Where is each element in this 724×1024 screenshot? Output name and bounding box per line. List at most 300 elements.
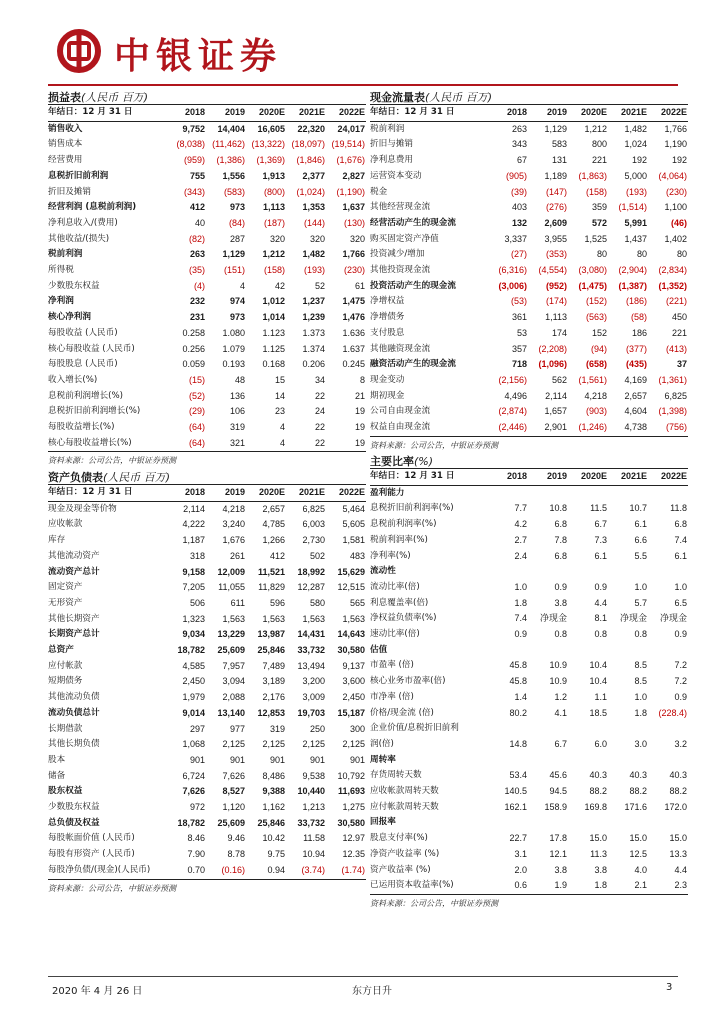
table-row [370,831,688,847]
cell-value: (1,246) [568,420,608,436]
table-row [48,342,366,358]
page-header [48,22,688,84]
section-heading-row [370,753,688,769]
cell-value: (53) [510,296,527,307]
cell-value: 1,913 [262,170,285,181]
cell-value: 8.78 [227,849,245,860]
cell-value: 10.8 [549,503,567,514]
cell-value: (2,208) [538,343,567,354]
cell-value: 2,125 [262,739,285,750]
cell-value: 1,129 [544,123,567,134]
cell-value: 37 [676,359,687,370]
cell-value: 8.5 [634,660,647,671]
row-label: 资产收益率 (%) [370,864,431,875]
row-label: 长期资产总计 [48,629,100,640]
cell-value: 10.94 [302,849,325,860]
ratios-unit-text: (%) [414,455,434,468]
row-label: 其他流动负债 [48,692,100,703]
year-end-label: 年结日：12 月 31 日 [370,469,486,485]
table-row [48,200,366,216]
cell-value: 48 [234,374,245,385]
cell-value: 9,137 [342,660,365,671]
row-label: 折旧及摊销 [48,186,91,197]
income-unit-text: (人民币 百万) [81,91,149,104]
row-label: 应付帐款 [48,660,83,671]
cell-value [486,485,528,501]
cell-value: 12.35 [342,849,365,860]
table-row [370,847,688,863]
cell-value: 9,388 [262,786,285,797]
cell-value: 5,000 [624,170,647,181]
row-label: 权益自由现金流 [370,420,486,436]
cell-value: 45.8 [509,676,527,687]
cell-value: 192 [671,155,687,166]
cell-value: 45.8 [509,660,527,671]
cell-value [528,815,568,831]
row-label: 估值 [370,644,388,655]
cell-value: 8.46 [187,833,205,844]
cell-value: 2.3 [648,878,688,894]
cell-value: 297 [189,723,205,734]
cell-value: 15 [274,374,285,385]
year-column-header: 2022E [326,105,366,121]
cell-value: 320 [309,233,325,244]
row-label: 其他投资现金流 [370,265,431,276]
table-row [370,137,688,153]
cell-value [568,643,608,659]
cell-value: 10.4 [589,676,607,687]
key-ratios-title [370,453,688,469]
row-label: 流动资产总计 [48,566,100,577]
row-label: 润(倍) [370,738,394,749]
balance-title-text: 资产负债表 [48,471,103,484]
cell-value: 1.2 [554,691,567,702]
year-column-header: 2020E [246,105,286,121]
cell-value: 755 [189,170,205,181]
cell-value: 7.4 [674,534,687,545]
income-title-text: 损益表 [48,91,81,104]
row-label: 净权益负债率(%) [370,613,437,624]
cell-value: 221 [671,327,687,338]
cell-value: 6.1 [594,550,607,561]
cell-value: 562 [551,374,567,385]
cell-value: 18,782 [177,817,205,828]
cell-value: 22,320 [297,123,325,134]
row-label: 每股净负债/(现金)(人民币) [48,863,164,879]
cell-value: 4,496 [504,390,527,401]
cell-value: 1,113 [262,202,285,213]
table-row [370,420,688,436]
row-label: 核心每股收益 (人民币) [48,343,135,354]
cell-value: 3.8 [554,864,567,875]
cell-value: 1.373 [302,327,325,338]
cell-value: (377) [625,343,647,354]
cell-value: 1,475 [342,296,365,307]
cell-value: (905) [505,170,527,181]
cell-value: (29) [188,406,205,417]
cell-value: 231 [189,312,205,323]
cell-value: 40.3 [669,770,687,781]
cell-value: 1,266 [262,535,285,546]
cell-value: (94) [590,343,607,354]
row-label: 净利润 [48,296,74,307]
cell-value: 171.6 [624,801,647,812]
cell-value: (1,352) [658,280,687,291]
cell-value: 10.7 [629,503,647,514]
row-label: 长期借款 [48,723,83,734]
cell-value: 2,730 [302,535,325,546]
cell-value: 7,957 [222,660,245,671]
table-row [48,420,366,436]
cell-value: 14,431 [297,629,325,640]
row-label: 股东权益 [48,786,83,797]
cell-value: (1,863) [578,170,607,181]
cell-value: 403 [511,202,527,213]
balance-sheet-title [48,469,366,485]
cell-value: 3,955 [544,233,567,244]
table-row [48,137,366,153]
cell-value: 0.6 [486,878,528,894]
row-label: 净资产收益率 (%) [370,848,440,859]
row-label: 其他长期资产 [48,613,100,624]
row-label: 销售收入 [48,123,83,134]
cell-value: 6.0 [594,738,607,749]
cell-value [528,721,568,737]
cell-value: 6.5 [674,597,687,608]
table-row [370,373,688,389]
row-label: 应付帐款周转天数 [370,801,439,812]
cell-value: 320 [349,233,365,244]
cell-value: (1,369) [256,155,285,166]
cell-value: 1,482 [302,249,325,260]
table-row [370,279,688,295]
row-label: 投资活动产生的现金流 [370,280,456,291]
cell-value: 450 [671,312,687,323]
table-row [48,627,366,643]
cell-value: 1,563 [222,613,245,624]
cashflow-statement-table [370,105,688,437]
cell-value: 4,785 [262,519,285,530]
cell-value: 572 [591,217,607,228]
cell-value: 80.2 [509,707,527,718]
cell-value: 1.0 [674,581,687,592]
cell-value: 901 [309,754,325,765]
cell-value: (1,846) [296,155,325,166]
section-heading-row [370,815,688,831]
row-label: 流动比率(倍) [370,581,420,592]
cell-value: 2,609 [544,217,567,228]
year-end-label: 年结日：12 月 31 日 [48,485,164,501]
cell-value: 15.0 [589,833,607,844]
cell-value: (187) [263,217,285,228]
cell-value: 11,693 [337,786,365,797]
cell-value: 583 [551,139,567,150]
row-label: 购买固定资产净值 [370,233,439,244]
cell-value: 1,476 [342,312,365,323]
cell-value: (658) [585,359,607,370]
cell-value: 1,187 [182,535,205,546]
table-row [48,373,366,389]
cell-value: 33,732 [297,817,325,828]
cell-value: 319 [229,422,245,433]
cell-value: 1,162 [262,802,285,813]
cell-value: 22.7 [509,833,527,844]
row-label: 利息覆盖率(倍) [370,597,429,608]
cell-value: 2.4 [514,550,527,561]
cell-value: (221) [665,296,687,307]
cell-value: 1,657 [544,406,567,417]
table-row [370,784,688,800]
cell-value [528,643,568,659]
row-label: 储备 [48,770,66,781]
cell-value: 901 [229,754,245,765]
cell-value: (130) [343,217,365,228]
row-label: 流动性 [370,566,396,577]
cell-value [568,721,608,737]
cell-value: 18.5 [589,707,607,718]
row-label: 回报率 [370,817,396,828]
table-row [48,674,366,690]
footer-company: 东方日升 [352,986,392,997]
row-label: 每股有形资产 (人民币) [48,849,135,860]
cell-value: 192 [631,155,647,166]
cell-value: 7.4 [514,613,527,624]
header-divider [48,84,678,86]
cell-value: 12.5 [629,848,647,859]
cell-value: 1,323 [182,613,205,624]
cell-value: 361 [511,312,527,323]
cell-value: (1.74) [326,863,366,879]
cell-value: 13,987 [257,629,285,640]
cell-value: 1,353 [302,202,325,213]
cell-value: 8,527 [222,786,245,797]
cell-value: 6.7 [594,519,607,530]
row-label: 少数股东权益 [48,802,100,813]
table-row [370,800,688,816]
row-label: 应收帐款周转天数 [370,786,439,797]
table-row [48,737,366,753]
cell-value: 3,200 [302,676,325,687]
cell-value: 2,450 [182,676,205,687]
cell-value: 5,605 [342,519,365,530]
cell-value: 412 [269,550,285,561]
cell-value [528,753,568,769]
table-row [370,549,688,565]
cell-value: 净现金 [539,613,567,624]
cell-value: 22 [314,422,325,433]
cell-value: 3.2 [674,738,687,749]
row-label: 经营活动产生的现金流 [370,217,456,228]
table-row [370,342,688,358]
row-label: 息税前利润增长(%) [48,390,124,401]
table-row [48,690,366,706]
cell-value: 6.8 [674,519,687,530]
cashflow-statement-title [370,89,688,105]
cell-value: 565 [349,597,365,608]
cell-value: 974 [229,296,245,307]
cell-value: 17.8 [549,833,567,844]
year-column-header: 2020E [568,469,608,485]
row-label: 已运用资本收益率(%) [370,878,486,894]
cell-value: (343) [183,186,205,197]
table-row [370,232,688,248]
row-label: 股本 [48,754,66,765]
cell-value: 4.0 [634,864,647,875]
cell-value: 1,100 [664,202,687,213]
cell-value: (158) [585,186,607,197]
cell-value: 7.7 [514,503,527,514]
cell-value: 2,377 [302,170,325,181]
cell-value [568,753,608,769]
cell-value: 2,125 [222,739,245,750]
cell-value: 11.3 [590,848,607,859]
year-column-header: 2022E [648,469,688,485]
cell-value: 0.9 [514,629,527,640]
cell-value: 1,556 [222,170,245,181]
cell-value [568,564,608,580]
cell-value: 2,088 [222,692,245,703]
balance-source-note: 资料来源：公司公告，中银证券预测 [48,883,176,893]
cell-value: 1,014 [262,312,285,323]
cell-value: 7.90 [187,849,205,860]
cell-value: 3,189 [262,676,285,687]
cell-value: (1,475) [578,280,607,291]
cell-value: 3.1 [514,848,527,859]
cell-value: 800 [591,139,607,150]
row-label: 无形资产 [48,597,83,608]
cell-value: 10,792 [337,770,365,781]
cell-value: 11,829 [258,582,285,593]
cell-value: 973 [229,202,245,213]
row-label: 周转率 [370,754,396,765]
cell-value: (435) [625,359,647,370]
cell-value: 40.3 [629,770,647,781]
cell-value: 263 [189,249,205,260]
cell-value: 10,440 [297,786,325,797]
row-label: 股息支付率(%) [370,833,428,844]
cell-value: 15,629 [337,566,365,577]
cell-value: 152 [591,327,607,338]
row-label: 其他经营现金流 [370,202,431,213]
cell-value: 14.8 [509,738,527,749]
cell-value: 357 [511,343,527,354]
cell-value: (1,676) [336,155,365,166]
cell-value: 9,538 [302,770,325,781]
cell-value: 12,009 [217,566,245,577]
cell-value: 261 [229,550,245,561]
row-label: 市净率 (倍) [370,691,414,702]
cell-value: 24,017 [337,123,365,134]
cell-value: 901 [189,754,205,765]
table-row [48,722,366,738]
table-row [48,517,366,533]
table-row [48,326,366,342]
cell-value: 1,525 [584,233,607,244]
table-row [48,121,366,137]
footer-date: 2020 年 4 月 26 日 [52,986,143,997]
table-row [48,596,366,612]
cell-value: (1,361) [658,374,687,385]
income-statement-table [48,105,366,452]
table-row [48,389,366,405]
cell-value: 1,012 [262,296,285,307]
cell-value: 33,732 [297,645,325,656]
cell-value: 9,034 [182,629,205,640]
cell-value: 172.0 [664,801,687,812]
cell-value [648,564,688,580]
cell-value: 10.9 [549,660,567,671]
cell-value: (583) [223,186,245,197]
table-row [370,580,688,596]
row-label: 息税前利润率(%) [370,519,437,530]
cell-value: (353) [545,249,567,260]
cashflow-unit-text: (人民币 百万) [425,91,493,104]
table-row [48,863,366,879]
cell-value: 1.0 [634,691,647,702]
cell-value: 158.9 [544,801,567,812]
cell-value: 13,140 [217,707,245,718]
cell-value: 25,609 [217,645,245,656]
cell-value: 4,585 [182,660,205,671]
cell-value: 9,014 [182,707,205,718]
cell-value: 1,120 [222,802,245,813]
cell-value: 88.2 [669,786,687,797]
cashflow-statement-panel [370,89,688,454]
table-row [48,247,366,263]
footer-page-number: 3 [666,982,673,993]
row-label: 每股收益 (人民币) [48,327,118,338]
cell-value: 972 [189,802,205,813]
row-label: 息税折旧前利润 [48,170,109,181]
cell-value: 2,827 [342,170,365,181]
cell-value: 8,486 [262,770,285,781]
cell-value: 10.42 [262,833,285,844]
balance-unit-text: (人民币 百万) [103,471,171,484]
table-header-row [370,469,688,485]
year-column-header: 2018 [486,469,528,485]
table-row [48,232,366,248]
income-statement-panel [48,89,366,469]
cell-value: 1.8 [514,597,527,608]
cell-value: 9,158 [182,566,205,577]
key-ratios-table [370,469,688,895]
cell-value: 3,337 [504,233,527,244]
cell-value: 1,979 [182,692,205,703]
cell-value: (11,462) [212,139,245,150]
cell-value: 40.3 [589,770,607,781]
table-row [370,517,688,533]
row-label: 核心每股收益增长(%) [48,436,164,452]
cell-value: 0.256 [182,343,205,354]
cell-value: 263 [511,123,527,134]
row-label: 少数股东权益 [48,280,100,291]
cell-value: (4,554) [538,265,567,276]
cell-value: (152) [585,296,607,307]
ratios-title-text: 主要比率 [370,455,414,468]
table-row [48,659,366,675]
table-row [370,263,688,279]
cell-value: (193) [625,186,647,197]
year-column-header: 2021E [608,469,648,485]
cell-value: 320 [269,233,285,244]
cell-value: 1,766 [342,249,365,260]
cell-value: 14 [274,390,285,401]
cell-value: 12,853 [257,707,285,718]
cell-value: 412 [189,202,205,213]
cell-value: (151) [223,265,245,276]
cell-value: 1,581 [342,535,365,546]
row-label: 息税折旧前利润率(%) [370,503,454,514]
